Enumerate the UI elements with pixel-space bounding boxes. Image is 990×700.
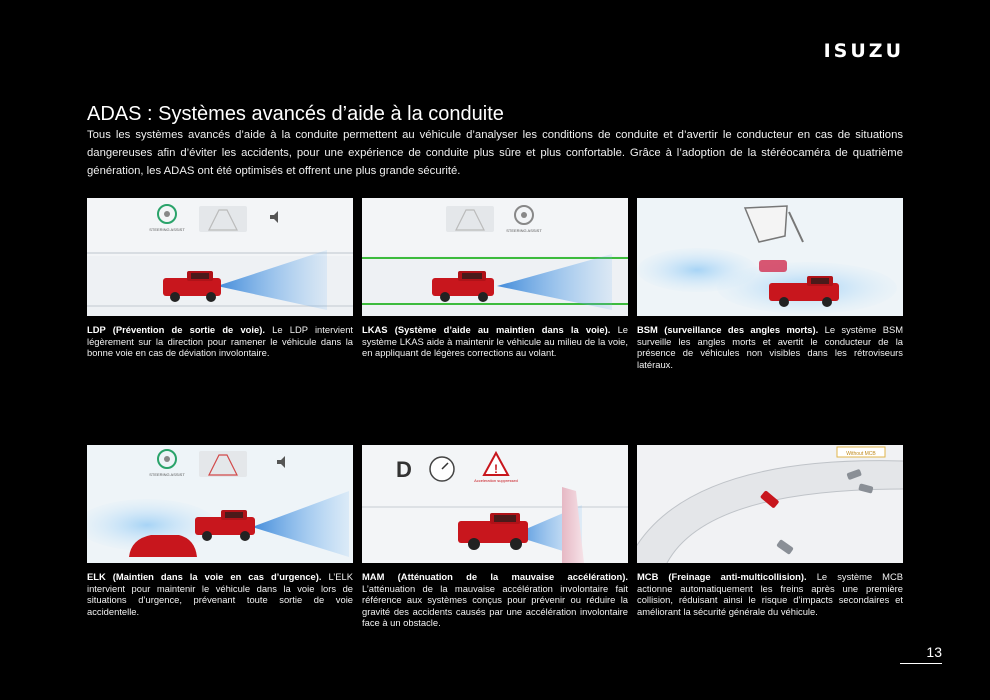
mcb-illustration xyxy=(637,445,903,563)
speedometer-icon xyxy=(430,457,454,481)
without-mcb-badge xyxy=(837,447,885,457)
card-lkas xyxy=(362,198,628,359)
lane-view-icon xyxy=(199,451,247,477)
svg-text:Without MCB: Without MCB xyxy=(846,451,876,457)
ldp-caption xyxy=(87,324,353,359)
gear-indicator: D xyxy=(396,457,412,482)
page-number-underline xyxy=(900,663,942,664)
elk-caption xyxy=(87,571,353,617)
ldp-heading: LDP (Prévention de sortie de voie). xyxy=(87,324,265,335)
page-title: ADAS : Systèmes avancés d’aide à la conduite xyxy=(87,103,504,125)
lkas-caption xyxy=(362,324,628,359)
svg-text:STEERING ASSIST: STEERING ASSIST xyxy=(506,228,542,233)
svg-text:STEERING ASSIST: STEERING ASSIST xyxy=(149,472,185,477)
mam-heading: MAM (Atténuation de la mauvaise accélération). xyxy=(362,571,628,582)
mam-body: L’atténuation de la mauvaise accélération involontaire fait référence aux systèmes conçus pour prévenir ou réduire la gravité des accidents causés par une accélération involontaire face à un obstacle. xyxy=(362,582,628,629)
ldp-scene xyxy=(87,198,353,316)
svg-text:STEERING ASSIST: STEERING ASSIST xyxy=(149,227,185,232)
ldp-body: Le LDP intervient légèrement sur la direction pour ramener le véhicule dans la bonne voie en cas de déviation involontaire. xyxy=(87,324,354,359)
lkas-heading: LKAS (Système d’aide au maintien dans la voie). xyxy=(362,324,611,335)
pink-car-icon xyxy=(759,260,787,272)
lkas-body: Le système LKAS aide à maintenir le véhicule au milieu de la voie, en appliquant de légères corrections au volant. xyxy=(362,324,628,359)
intro-paragraph: Tous les systèmes avancés d’aide à la conduite permettent au véhicule d’analyser les conditions de conduite et d’avertir le conducteur en cas de situations dangereuses afin d’éviter les accidents, pour une expérience de conduite plus sûre et plus confortable. Grâce à l’adoption de la stéréocaméra de quatrième génération, les ADAS ont été optimisés et offrent une plus grande sécurité. xyxy=(87,129,903,177)
lkas-scene xyxy=(362,198,628,316)
mcb-body: Le système MCB actionne automatiquement les freins après une première collision, réduisant ainsi le risque d’impacts secondaires et améliorant la sécurité générale du véhicule. xyxy=(637,571,904,617)
mam-scene xyxy=(362,445,628,563)
mam-illustration xyxy=(362,445,628,563)
ldp-illustration xyxy=(87,198,353,316)
card-elk xyxy=(87,445,353,617)
brand-logo: ISUZU xyxy=(823,40,904,62)
svg-text:!: ! xyxy=(494,462,498,476)
bsm-scene xyxy=(637,198,903,316)
elk-scene xyxy=(87,445,353,563)
mcb-scene xyxy=(637,445,903,563)
bsm-heading: BSM (surveillance des angles morts). xyxy=(637,324,819,335)
lane-view-icon xyxy=(199,206,247,232)
bsm-illustration xyxy=(637,198,903,316)
card-bsm xyxy=(637,198,903,370)
mcb-caption xyxy=(637,571,903,617)
elk-illustration xyxy=(87,445,353,563)
elk-heading: ELK (Maintien dans la voie en cas d’urgence). xyxy=(87,571,322,582)
bsm-caption xyxy=(637,324,903,370)
card-mcb xyxy=(637,445,903,617)
elk-body: L’ELK intervient pour maintenir le véhicule dans la voie lors de situations d’urgence, prévenant toute sortie de voie accidentelle. xyxy=(87,571,354,617)
svg-text:Acceleration suppressed: Acceleration suppressed xyxy=(474,478,518,483)
mam-caption xyxy=(362,571,628,629)
lkas-illustration xyxy=(362,198,628,316)
card-mam xyxy=(362,445,628,629)
lane-view-icon xyxy=(446,206,494,232)
card-ldp xyxy=(87,198,353,359)
page-number: 13 xyxy=(926,644,942,660)
bsm-body: Le système BSM surveille les angles morts et avertit le conducteur de la présence de véhicules non visibles dans les rétroviseurs latéraux. xyxy=(637,324,904,370)
mcb-heading: MCB (Freinage anti-multicollision). xyxy=(637,571,807,582)
